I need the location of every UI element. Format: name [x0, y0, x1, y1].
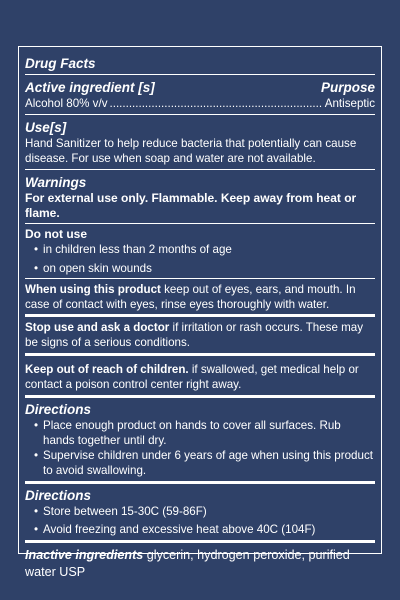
- when-using-lead: When using this product: [25, 283, 161, 296]
- leader-dots: [110, 96, 323, 111]
- do-not-use-heading: Do not use: [25, 227, 87, 241]
- active-ingredient-row: [25, 96, 375, 111]
- keep-out-lead: Keep out of reach of children.: [25, 363, 189, 376]
- keep-out-text: [25, 362, 375, 392]
- list-item: • Avoid freezing and excessive heat above 40C (104F): [35, 522, 375, 537]
- inactive-heading: Inactive ingredients: [25, 548, 144, 562]
- uses-section: [25, 115, 375, 170]
- warnings-heading: Warnings: [25, 175, 87, 190]
- list-item: • Place enough product on hands to cover all surfaces. Rub hands together until dry.: [35, 418, 375, 448]
- uses-text: Hand Sanitizer to help reduce bacteria that potentially can cause disease. For use when soap and water are not available.: [25, 137, 357, 165]
- when-using-text: [25, 282, 375, 312]
- stop-use-lead: Stop use and ask a doctor: [25, 321, 170, 334]
- stop-use-text: [25, 320, 375, 350]
- directions-list: [25, 418, 375, 478]
- warnings-section: [25, 170, 375, 224]
- drug-facts-title: Drug Facts: [25, 56, 96, 71]
- directions-section: [25, 398, 375, 484]
- do-not-use-list: [25, 242, 375, 276]
- list-item: • Store between 15-30C (59-86F): [35, 504, 375, 519]
- storage-heading: Directions: [25, 488, 92, 503]
- inactive-body: glycerin, hydrogen peroxide, purified water USP: [25, 548, 350, 579]
- directions-heading: Directions: [25, 402, 92, 417]
- keep-out-body: if swallowed, get medical help or contact a poison control center right away.: [25, 363, 359, 391]
- inactive-section: [25, 543, 375, 581]
- active-ingredient-name: Alcohol 80% v/v: [25, 97, 108, 110]
- drug-facts-panel: [18, 46, 382, 579]
- list-item: • on open skin wounds: [35, 261, 375, 276]
- keep-out-section: [25, 356, 375, 398]
- active-ingredient-purpose: Antiseptic: [324, 97, 375, 110]
- inactive-text: [25, 547, 375, 581]
- active-ingredient-section: [25, 75, 375, 115]
- when-using-section: [25, 279, 375, 317]
- list-item: • in children less than 2 months of age: [35, 242, 375, 257]
- storage-list: [25, 504, 375, 537]
- uses-heading: Use[s]: [25, 120, 67, 135]
- stop-use-section: [25, 317, 375, 356]
- stop-use-body: if irritation or rash occurs. These may be signs of a serious conditions.: [25, 321, 364, 349]
- purpose-heading: Purpose: [320, 80, 375, 95]
- storage-section: [25, 484, 375, 543]
- do-not-use-section: [25, 224, 375, 279]
- list-item: • Supervise children under 6 years of age when using this product to avoid swallowing.: [35, 448, 375, 478]
- warnings-text: For external use only. Flammable. Keep away from heat or flame.: [25, 191, 357, 220]
- drug-facts-title-section: [25, 47, 375, 75]
- active-ingredient-heading: Active ingredient [s]: [25, 80, 155, 95]
- when-using-body: keep out of eyes, ears, and mouth. In case of contact with eyes, rinse eyes thoroughly with water.: [25, 283, 356, 311]
